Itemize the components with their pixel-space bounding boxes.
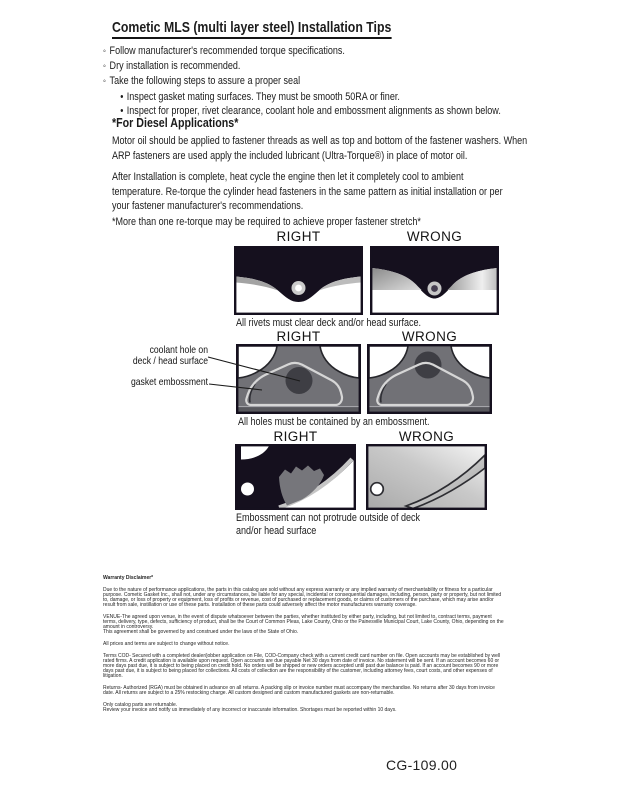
tip-text: Inspect for proper, rivet clearance, coolant hole and embossment alignments as shown below. [126, 104, 501, 117]
warranty-disclaimer [103, 576, 505, 713]
bullet-marker: ◦ [103, 46, 106, 57]
page-title-text: Cometic MLS (multi layer steel) Installation Tips [112, 19, 391, 39]
diagram2-wrong-figure [367, 344, 492, 414]
bullet-marker: ◦ [103, 76, 106, 88]
diesel-paragraph-1: Motor oil should be applied to fastener threads as well as top and bottom of the fastener washers. When ARP fasteners are used apply the included lubricant (Ultra-Torque®) in place of motor oil. [112, 135, 528, 162]
disclaimer-paragraph: Only catalog parts are returnable. [103, 702, 178, 708]
tip-text: Follow manufacturer's recommended torque specifications. [109, 45, 345, 57]
embossment-leader-line [209, 384, 262, 390]
diagram3-caption: Embossment can not protrude outside of deck and/or head surface [236, 512, 421, 537]
disclaimer-paragraph: VENUE-The agreed upon venue, in the event of dispute whatsoever between the parties, whether instituted by either party, including, but not limited to, contract terms, payment terms, delivery, type, defects, sufficiency of product, shall be the Court of Common Pleas, Lake County, Ohio or the Painesville Municipal Court, Lake County, Ohio, depending on the amount in controversy. [103, 614, 504, 630]
bolt-hole [241, 483, 254, 496]
deck-edge-line [238, 406, 359, 407]
tip-text: Inspect gasket mating surfaces. They must be smooth 50RA or finer. [126, 90, 400, 103]
diagram1-wrong-label: WRONG [406, 229, 463, 244]
list-item [103, 90, 501, 104]
tip-text: Take the following steps to assure a proper seal [109, 75, 301, 88]
deck-edge-line [369, 406, 490, 407]
disclaimer-paragraph: Due to the nature of performance applications, the parts in this catalog are sold without any express warranty or any implied warranty of merchantability or fitness for a particular purpose. Cometic Gasket Inc., shall not, under any circumstances, be liable for any special, incidental or consequential damages, including, person, party or property, but not limited to, damage, or loss of property or equipment, loss of profits or revenue, cost of purchased or replacement goods, or claims of customers of the purchase, which may arise and/or result from sale, instillation or use of these parts. Installation of these parts could adversely affect the motor manufacturers warranty coverage. [103, 587, 502, 608]
rivet-center [431, 285, 438, 292]
tip-text: Dry installation is recommended. [109, 60, 241, 73]
page-title [112, 19, 453, 39]
disclaimer-heading: Warranty Disclaimer* [103, 575, 154, 581]
diagram3-right-figure [235, 444, 356, 510]
coolant-hole-leader-line [208, 357, 300, 381]
diagram2-right-label: RIGHT [276, 329, 321, 344]
rivet-center [295, 285, 302, 292]
diagram1-wrong-figure [370, 246, 499, 315]
bullet-marker: • [120, 104, 124, 117]
deck-edge-strip [238, 407, 359, 411]
diagram3-wrong-label: WRONG [398, 429, 455, 444]
diagram1-right-label: RIGHT [276, 229, 321, 244]
bolt-hole [371, 483, 384, 496]
deck-edge-strip [369, 407, 490, 411]
diesel-paragraph-2: After Installation is complete, heat cycle the engine then let it completely cool to ambient temperature. Re-torque the cylinder head fasteners in the same pattern as initial installation or per your fastener manufacturer's recommendations. [112, 171, 503, 213]
page-code: CG-109.00 [386, 757, 458, 773]
list-item [103, 44, 501, 59]
diagram3-right-label: RIGHT [273, 429, 318, 444]
diesel-paragraph-3: *More than one re-torque may be required to achieve proper fastener stretch* [112, 216, 421, 228]
diagram2-caption: All holes must be contained by an embossment. [238, 416, 430, 428]
list-item [103, 74, 501, 89]
gasket-embossment-label: gasket embossment [130, 376, 208, 388]
bullet-marker: ◦ [103, 61, 106, 73]
diagram2-wrong-label: WRONG [401, 329, 458, 344]
diagram1-right-figure [234, 246, 363, 315]
list-item [103, 59, 501, 74]
disclaimer-paragraph: Review your invoice and notify us immediately of any incorrect or inaccurate information. Shortages must be reported within 10 days. [103, 707, 397, 713]
tips-list [103, 44, 588, 118]
leader-lines [200, 352, 310, 397]
diagram1-caption: All rivets must clear deck and/or head surface. [236, 317, 421, 329]
diesel-heading: *For Diesel Applications* [112, 115, 239, 130]
disclaimer-paragraph: All prices and terms are subject to change without notice. [103, 641, 230, 647]
disclaimer-paragraph: This agreement shall be governed by and construed under the laws of the State of Ohio. [103, 629, 299, 635]
disclaimer-paragraph: Returns- Authorized (RGA) must be obtained in advance on all returns. A packing slip or invoice number must accompany the merchandise. No returns after 30 days from invoice date. All returns are subject to a 25% restocking charge. All custom designed and custom manufactured gaskets are non-returnable. [103, 685, 495, 696]
disclaimer-paragraph: Terms COD- Secured with a completed dealer/jobber application on File, COD-Company check with a current credit card number on file. Open accounts may be established by well rated firms. A credit application is available upon request. Open accounts are due payable Net 30 days from date of invoice. No statement will be sent. If an account becomes 60 or more days past due, it is subject to being placed on credit hold. No orders will be shipped or new orders accepted until past due balance is paid. If an account becomes 90 or more days past due, it is subject to being placed for collections. All costs of collection are the responsibility of the customer, including attorney fees, court costs, and other expenses of litigation. [103, 653, 501, 679]
coolant-hole-label: coolant hole on deck / head surface [132, 344, 208, 367]
diagram3-wrong-figure [366, 444, 487, 510]
bullet-marker: • [120, 90, 124, 103]
